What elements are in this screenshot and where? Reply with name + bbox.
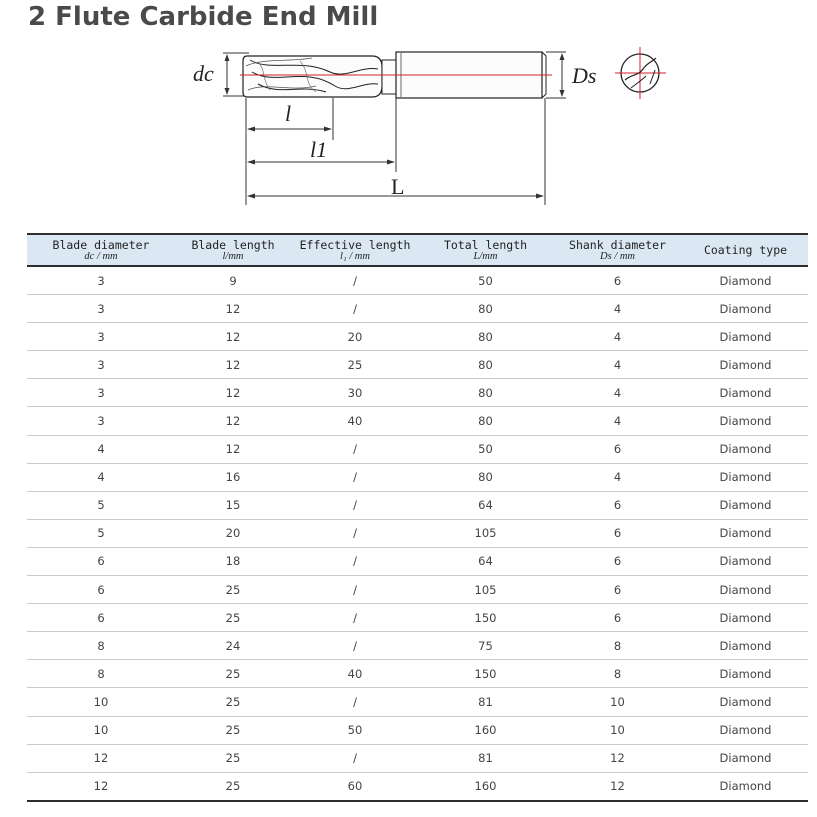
table-cell: 12 — [175, 351, 291, 379]
table-row — [27, 547, 808, 575]
table-cell: Diamond — [683, 547, 808, 575]
table-cell: / — [291, 519, 419, 547]
table-cell: 50 — [419, 435, 552, 463]
table-cell: 12 — [552, 772, 683, 801]
table-row — [27, 435, 808, 463]
header-coating-type: Coating type — [683, 234, 808, 266]
table-row — [27, 295, 808, 323]
table-cell: 150 — [419, 604, 552, 632]
table-cell: 8 — [27, 660, 175, 688]
table-cell: Diamond — [683, 688, 808, 716]
table-cell: 80 — [419, 323, 552, 351]
table-cell: Diamond — [683, 632, 808, 660]
table-cell: 50 — [291, 716, 419, 744]
table-cell: 12 — [175, 407, 291, 435]
table-cell: 12 — [175, 379, 291, 407]
table-row — [27, 576, 808, 604]
header-effective-length: Effective length l₁ / mm — [291, 234, 419, 266]
table-cell: 25 — [175, 660, 291, 688]
table-cell: 6 — [552, 604, 683, 632]
table-cell: 24 — [175, 632, 291, 660]
header-blade-diameter: Blade diameter dc / mm — [27, 234, 175, 266]
table-cell: 20 — [291, 323, 419, 351]
table-cell: 12 — [175, 323, 291, 351]
table-row — [27, 351, 808, 379]
table-cell: 60 — [291, 772, 419, 801]
table-cell: 75 — [419, 632, 552, 660]
table-cell: Diamond — [683, 463, 808, 491]
table-cell: 160 — [419, 716, 552, 744]
table-row — [27, 519, 808, 547]
table-cell: 9 — [175, 266, 291, 295]
table-cell: / — [291, 295, 419, 323]
table-cell: 3 — [27, 295, 175, 323]
table-cell: 25 — [175, 604, 291, 632]
table-cell: 25 — [175, 744, 291, 772]
table-cell: Diamond — [683, 351, 808, 379]
table-cell: 18 — [175, 547, 291, 575]
table-cell: 25 — [175, 576, 291, 604]
table-cell: Diamond — [683, 379, 808, 407]
table-cell: 81 — [419, 688, 552, 716]
table-cell: 64 — [419, 547, 552, 575]
table-cell: 80 — [419, 407, 552, 435]
table-cell: 6 — [27, 604, 175, 632]
table-row — [27, 323, 808, 351]
table-cell: 8 — [27, 632, 175, 660]
table-cell: / — [291, 491, 419, 519]
table-cell: 4 — [552, 323, 683, 351]
table-cell: 10 — [552, 716, 683, 744]
table-cell: 40 — [291, 407, 419, 435]
table-cell: / — [291, 576, 419, 604]
table-cell: 5 — [27, 519, 175, 547]
table-cell: / — [291, 604, 419, 632]
table-row — [27, 660, 808, 688]
table-cell: / — [291, 744, 419, 772]
table-cell: 15 — [175, 491, 291, 519]
table-row — [27, 688, 808, 716]
table-cell: Diamond — [683, 407, 808, 435]
table-cell: Diamond — [683, 519, 808, 547]
table-cell: Diamond — [683, 491, 808, 519]
table-cell: 105 — [419, 519, 552, 547]
table-cell: / — [291, 463, 419, 491]
table-cell: 80 — [419, 295, 552, 323]
header-blade-length: Blade length l/mm — [175, 234, 291, 266]
table-cell: 25 — [175, 716, 291, 744]
table-cell: 12 — [175, 435, 291, 463]
table-cell: 4 — [552, 351, 683, 379]
table-cell: 4 — [552, 295, 683, 323]
table-cell: Diamond — [683, 295, 808, 323]
table-cell: 81 — [419, 744, 552, 772]
dc-label: dc — [193, 61, 214, 86]
table-cell: Diamond — [683, 323, 808, 351]
table-cell: / — [291, 266, 419, 295]
table-cell: 4 — [27, 435, 175, 463]
table-cell: 6 — [552, 491, 683, 519]
header-shank-diameter: Shank diameter Ds / mm — [552, 234, 683, 266]
table-cell: Diamond — [683, 266, 808, 295]
table-cell: 25 — [291, 351, 419, 379]
table-row — [27, 716, 808, 744]
end-mill-drawing — [0, 0, 817, 215]
table-cell: 4 — [552, 463, 683, 491]
table-cell: 80 — [419, 463, 552, 491]
ds-label: Ds — [572, 63, 597, 88]
table-row — [27, 772, 808, 801]
table-cell: 12 — [27, 772, 175, 801]
table-cell: 6 — [552, 266, 683, 295]
table-cell: 64 — [419, 491, 552, 519]
table-cell: 105 — [419, 576, 552, 604]
table-cell: 80 — [419, 351, 552, 379]
table-cell: / — [291, 688, 419, 716]
spec-table — [27, 233, 808, 802]
table-cell: Diamond — [683, 772, 808, 801]
table-cell: 6 — [27, 576, 175, 604]
table-header-row — [27, 234, 808, 266]
table-row — [27, 744, 808, 772]
table-cell: 8 — [552, 660, 683, 688]
table-cell: / — [291, 547, 419, 575]
table-cell: 12 — [552, 744, 683, 772]
table-cell: 10 — [552, 688, 683, 716]
table-cell: 3 — [27, 379, 175, 407]
table-row — [27, 463, 808, 491]
page-title: 2 Flute Carbide End Mill — [28, 2, 379, 32]
table-cell: 25 — [175, 772, 291, 801]
table-cell: 16 — [175, 463, 291, 491]
table-row — [27, 604, 808, 632]
end-mill-diagram — [0, 0, 817, 215]
table-row — [27, 379, 808, 407]
table-cell: 6 — [552, 435, 683, 463]
table-cell: 4 — [552, 407, 683, 435]
table-cell: 4 — [27, 463, 175, 491]
table-cell: Diamond — [683, 660, 808, 688]
table-cell: / — [291, 632, 419, 660]
table-cell: 8 — [552, 632, 683, 660]
table-row — [27, 632, 808, 660]
table-cell: 10 — [27, 716, 175, 744]
table-cell: 40 — [291, 660, 419, 688]
table-cell: Diamond — [683, 435, 808, 463]
table-cell: 50 — [419, 266, 552, 295]
table-row — [27, 407, 808, 435]
table-cell: 10 — [27, 688, 175, 716]
table-cell: Diamond — [683, 604, 808, 632]
table-cell: 25 — [175, 688, 291, 716]
table-cell: 3 — [27, 407, 175, 435]
table-cell: 6 — [27, 547, 175, 575]
table-cell: 12 — [27, 744, 175, 772]
total-length-label: L — [391, 174, 405, 199]
table-cell: 150 — [419, 660, 552, 688]
table-cell: 4 — [552, 379, 683, 407]
table-cell: 5 — [27, 491, 175, 519]
table-cell: 80 — [419, 379, 552, 407]
header-total-length: Total length L/mm — [419, 234, 552, 266]
table-cell: 6 — [552, 519, 683, 547]
l1-label: l1 — [310, 137, 328, 162]
table-cell: / — [291, 435, 419, 463]
table-cell: Diamond — [683, 744, 808, 772]
table-cell: 3 — [27, 323, 175, 351]
table-cell: 20 — [175, 519, 291, 547]
table-cell: 3 — [27, 351, 175, 379]
table-cell: 3 — [27, 266, 175, 295]
table-cell: 30 — [291, 379, 419, 407]
table-cell: 160 — [419, 772, 552, 801]
table-body — [27, 266, 808, 801]
table-row — [27, 266, 808, 295]
table-cell: 6 — [552, 547, 683, 575]
l-label: l — [285, 101, 292, 126]
table-cell: 12 — [175, 295, 291, 323]
table-cell: 6 — [552, 576, 683, 604]
table-row — [27, 491, 808, 519]
table-cell: Diamond — [683, 716, 808, 744]
table-cell: Diamond — [683, 576, 808, 604]
